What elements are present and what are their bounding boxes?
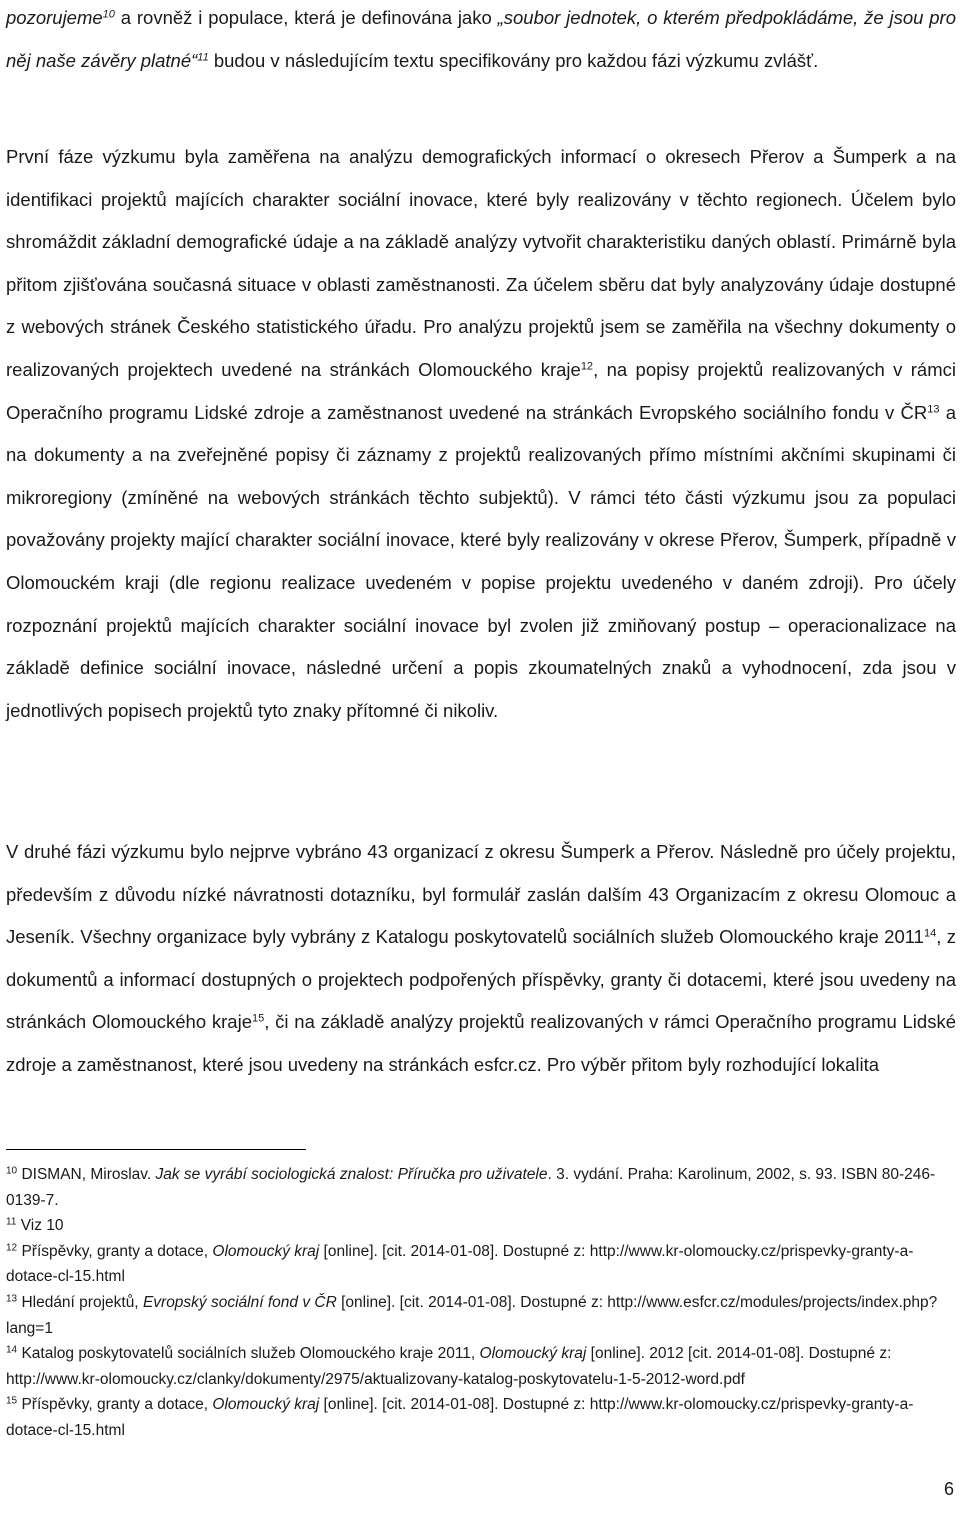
footnote-ref-11: 11 [197,51,209,63]
paragraph-3 [6,831,956,1087]
footnote-number: 11 [6,1216,17,1228]
paragraph-2 [6,136,956,732]
footnote-separator [6,1149,306,1150]
footnote-13: $^{13}$ Hledání projektů, Evropský sociální fond v ČR [online]. [cit. 2014-01-08]. Dostupné z: http://www.esfcr.cz/modules/projects/index.php?lang=1 [6,1293,938,1337]
footnote-ref-13: 13 [927,402,940,415]
footnote-number: 15 [6,1395,18,1407]
paragraph-2-text-mid: , na popisy projektů realizovaných v rámci Operačního programu Lidské zdroje a zaměstnanost uvedené na stránkách Evropského sociálního fondu v ČR [6,358,956,423]
footnote-number: 12 [6,1242,18,1254]
footnote-number: 14 [6,1344,18,1356]
footnote-ref-12: 12 [580,360,594,373]
footnote-12: $^{12}$ Příspěvky, granty a dotace, Olomoucký kraj [online]. [cit. 2014-01-08]. Dostupné z: http://www.kr-olomoucky.cz/prispevky-granty-a-dotace-cl-15.html [6,1242,914,1286]
paragraph-1 [6,0,956,82]
paragraph-1-text: a rovněž i populace, která je definována jako [114,7,498,28]
quote-definition: „soubor jednotek, o kterém předpokládáme, že jsou pro něj naše závěry platné“ [6,7,956,71]
footnote-ref-10: 10 [102,8,115,21]
paragraph-2-text-end: a na dokumenty a na zveřejněné popisy či záznamy z projektů realizovaných přímo místními akčními skupinami či mikroregiony (zmíněné na webových stránkách těchto subjektů). V rámci této části výzkumu jsou za populaci považovány projekty mající charakter sociální inovace, které byly realizovány v okrese Přerov, Šumperk, případně v Olomouckém kraji (dle regionu realizace uvedeném v popise projektu uvedeného v daném zdroji). Pro účely rozpoznání projektů majících charakter sociální inovace byl zvolen již zmiňovaný postup – operacionalizace na základě definice sociální inovace, následné určení a popis zkoumatelných znaků a vyhodnocení, zda jsou v jednotlivých popisech projektů tyto znaky přítomné či nikoliv. [6,401,956,721]
footnote-number: 13 [6,1293,18,1305]
footnote-11: $^{11}$ Viz 10 [6,1216,64,1235]
footnote-ref-14: 14 [923,927,937,940]
footnote-ref-15: 15 [252,1012,265,1025]
footnote-link: [online]. [cit. 2014-01-08]. Dostupné z: http://www.kr-olomoucky.cz/prispevky-granty-a-dotace-cl-15.html [6,1396,914,1439]
paragraph-3-text: V druhé fázi výzkumu bylo nejprve vybráno 43 organizací z okresu Šumperk a Přerov. Následně pro účely projektu, především z důvodu nízké návratnosti dotazníku, byl formulář zaslán dalším 43 Organizacím z okresu Olomouc a Jeseník. Všechny organizace byly vybrány z Katalogu poskytovatelů sociálních služeb Olomouckého kraje 2011 [6,841,956,948]
page-number: 6 [943,1479,954,1499]
footnote-link: [online]. [cit. 2014-01-08]. Dostupné z: http://www.esfcr.cz/modules/projects/index.php?lang=1 [6,1293,938,1337]
footnote-14: $^{14}$ Katalog poskytovatelů sociálních služeb Olomouckého kraje 2011, Olomoucký kraj [online]. 2012 [cit. 2014-01-08]. Dostupné z: http://www.kr-olomoucky.cz/clanky/dokumenty/2975/aktualizovany-katalog-poskytovatelu-1-5-2012-word.pdf [6,1344,892,1388]
paragraph-2-text: První fáze výzkumu byla zaměřena na analýzu demografických informací o okresech Přerov a Šumperk a na identifikaci projektů majících charakter sociální inovace, které byly realizovány v těchto regionech. Účelem bylo shromáždit základní demografické údaje a na základě analýzy vytvořit charakteristiku daných oblastí. Primárně byla přitom zjišťována současná situace v oblasti zaměstnanosti. Za účelem sběru dat byly analyzovány údaje dostupné z webových stránek Českého statistického úřadu. Pro analýzu projektů jsem se zaměřila na všechny dokumenty o realizovaných projektech uvedené na stránkách Olomouckého kraje [6,146,956,380]
footnote-link: [online]. 2012 [cit. 2014-01-08]. Dostupné z: http://www.kr-olomoucky.cz/clanky/dokumenty/2975/aktualizovany-katalog-poskytovatelu-1-5-2012-word.pdf [6,1345,892,1388]
paragraph-3-text-mid: , z dokumentů a informací dostupných o projektech podpořených příspěvky, granty či dotacemi, které jsou uvedeny na stránkách Olomouckého kraje [6,926,957,1033]
paragraph-3-text-end: , či na základě analýzy projektů realizovaných v rámci Operačního programu Lidské zdroje a zaměstnanost, které jsou uvedeny na stránkách esfcr.cz. Pro výběr přitom byly rozhodující lokalita [6,1011,956,1075]
footnote-link: [online]. [cit. 2014-01-08]. Dostupné z: http://www.kr-olomoucky.cz/prispevky-granty-a-dotace-cl-15.html [6,1242,914,1286]
footnote-10: $^{10}$ DISMAN, Miroslav. Jak se vyrábí sociologická znalost: Příručka pro uživatele. 3. vydání. Praha: Karolinum, 2002, s. 93. ISBN 80-246-0139-7. [6,1165,936,1209]
text-pozorujeme: pozorujeme [6,7,103,28]
footnote-number: 10 [6,1165,18,1177]
footnotes [6,1162,941,1444]
footnote-15: $^{15}$ Příspěvky, granty a dotace, Olomoucký kraj [online]. [cit. 2014-01-08]. Dostupné z: http://www.kr-olomoucky.cz/prispevky-granty-a-dotace-cl-15.html [6,1395,914,1439]
paragraph-1-text-end: budou v následujícím textu specifikovány pro každou fázi výzkumu zvlášť. [208,49,819,71]
